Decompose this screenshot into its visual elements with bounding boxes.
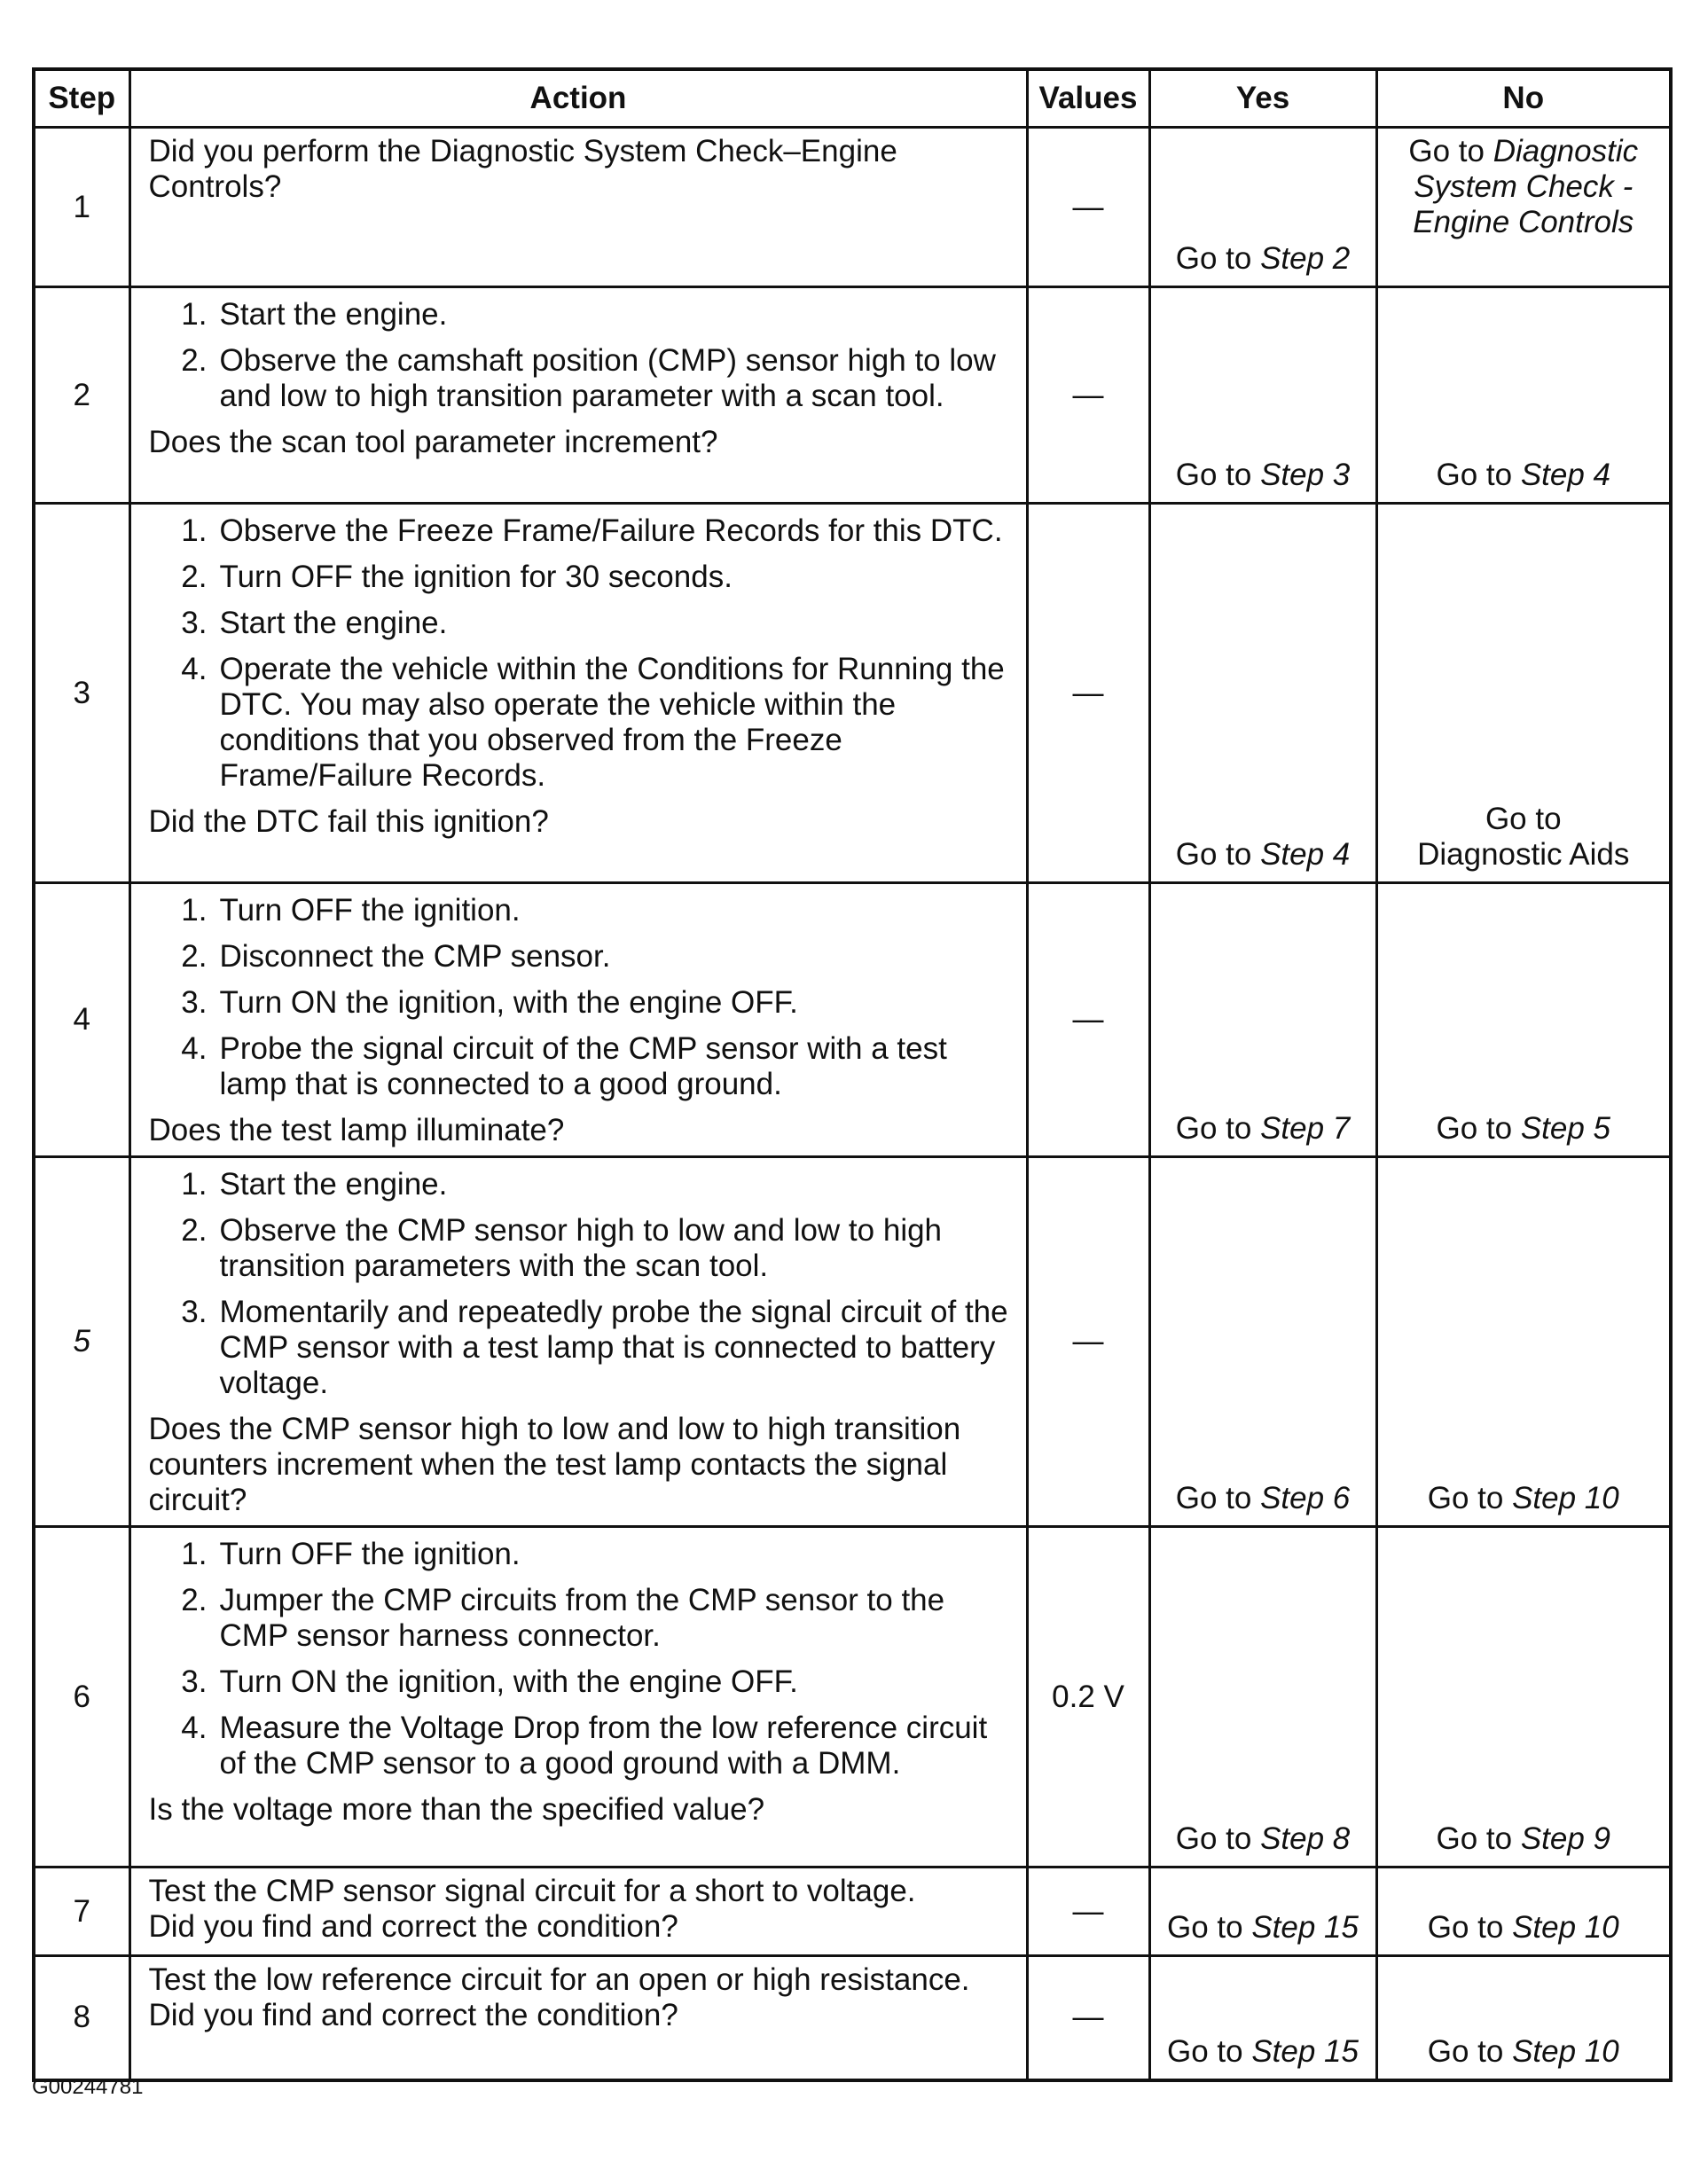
action-cell <box>129 128 1027 287</box>
no-prefix: Go to <box>1436 1111 1521 1146</box>
yes-prefix: Go to <box>1175 1481 1261 1515</box>
yes-link[interactable]: Step 8 <box>1260 1821 1351 1856</box>
step-number: 8 <box>34 1956 129 2080</box>
action-question: Did you find and correct the condition? <box>148 1909 678 1944</box>
yes-cell <box>1149 1527 1376 1868</box>
action-step: 2. Observe the camshaft position (CMP) sensor high to low and low to high transition parameter with a scan tool. <box>181 343 996 413</box>
no-link[interactable]: Diagnostic System Check - Engine Controls <box>1413 134 1639 239</box>
action-question: Did you find and correct the condition? <box>148 1998 678 2032</box>
yes-link[interactable]: Step 2 <box>1260 241 1351 276</box>
header-step: Step <box>34 69 129 128</box>
action-text: Test the low reference circuit for an open or high resistance. <box>148 1962 970 1997</box>
table-row <box>34 1956 1671 2080</box>
table-row <box>34 128 1671 287</box>
no-link[interactable]: Step 4 <box>1520 458 1611 492</box>
no-cell <box>1376 287 1671 504</box>
action-cell <box>129 1868 1027 1956</box>
yes-prefix: Go to <box>1175 1111 1261 1146</box>
action-step: 2. Turn OFF the ignition for 30 seconds. <box>181 560 733 594</box>
action-text: Did you perform the Diagnostic System Check–Engine Controls? <box>148 134 897 204</box>
action-step: 3. Momentarily and repeatedly probe the signal circuit of the CMP sensor with a test lamp that is connected to battery voltage. <box>181 1295 1008 1400</box>
action-cell <box>129 883 1027 1157</box>
values-cell: — <box>1027 1868 1149 1956</box>
yes-prefix: Go to <box>1167 1910 1252 1945</box>
action-steps <box>149 1167 1014 1401</box>
no-prefix: Go to <box>1408 134 1493 168</box>
yes-cell <box>1149 287 1376 504</box>
yes-link[interactable]: Step 7 <box>1260 1111 1351 1146</box>
values-cell: — <box>1027 504 1149 883</box>
yes-link[interactable]: Step 3 <box>1260 458 1351 492</box>
action-step: 2. Disconnect the CMP sensor. <box>181 939 611 974</box>
step-number: 4 <box>34 883 129 1157</box>
step-number: 5 <box>34 1157 129 1527</box>
no-cell <box>1376 128 1671 287</box>
yes-link[interactable]: Step 6 <box>1260 1481 1351 1515</box>
action-cell <box>129 1157 1027 1527</box>
no-link[interactable]: Step 10 <box>1512 1910 1619 1945</box>
action-step: 2. Jumper the CMP circuits from the CMP sensor to the CMP sensor harness connector. <box>181 1583 945 1653</box>
yes-link[interactable]: Step 4 <box>1260 837 1351 872</box>
header-yes: Yes <box>1149 69 1376 128</box>
action-cell <box>129 1956 1027 2080</box>
header-row <box>34 69 1671 128</box>
action-step: 2. Observe the CMP sensor high to low and low to high transition parameters with the scan tool. <box>181 1213 943 1283</box>
yes-cell <box>1149 1157 1376 1527</box>
action-question: Does the scan tool parameter increment? <box>148 425 718 459</box>
action-step: 1. Turn OFF the ignition. <box>181 1537 521 1571</box>
action-steps <box>149 1537 1014 1781</box>
action-step: 1. Start the engine. <box>181 1167 448 1202</box>
values-cell: — <box>1027 1956 1149 2080</box>
no-cell <box>1376 1868 1671 1956</box>
action-question: Does the CMP sensor high to low and low to high transition counters increment when the test lamp contacts the signal circuit? <box>148 1412 961 1517</box>
no-prefix: Go to <box>1427 1481 1513 1515</box>
no-cell <box>1376 1956 1671 2080</box>
action-cell <box>129 504 1027 883</box>
action-step: 3. Turn ON the ignition, with the engine OFF. <box>181 1664 798 1699</box>
action-step: 1. Observe the Freeze Frame/Failure Records for this DTC. <box>181 513 1003 548</box>
step-number: 1 <box>34 128 129 287</box>
yes-link[interactable]: Step 15 <box>1251 2033 1359 2069</box>
action-step: 3. Turn ON the ignition, with the engine OFF. <box>181 985 798 1020</box>
yes-prefix: Go to <box>1175 837 1261 872</box>
no-link[interactable]: Step 10 <box>1512 2033 1619 2069</box>
no-cell <box>1376 1527 1671 1868</box>
no-cell <box>1376 883 1671 1157</box>
action-step: 4. Probe the signal circuit of the CMP sensor with a test lamp that is connected to a good ground. <box>181 1031 947 1101</box>
action-step: 3. Start the engine. <box>181 606 448 640</box>
yes-cell <box>1149 1868 1376 1956</box>
values-cell: — <box>1027 883 1149 1157</box>
action-steps <box>149 893 1014 1102</box>
table-row <box>34 1527 1671 1868</box>
step-number: 2 <box>34 287 129 504</box>
no-prefix: Go to <box>1436 458 1521 492</box>
table-row <box>34 287 1671 504</box>
no-prefix: Go to <box>1427 1910 1513 1945</box>
action-step: 4. Measure the Voltage Drop from the low reference circuit of the CMP sensor to a good ground with a DMM. <box>181 1711 988 1781</box>
no-cell <box>1376 1157 1671 1527</box>
action-steps <box>149 297 1014 414</box>
no-link[interactable]: Step 9 <box>1520 1821 1611 1856</box>
step-number: 7 <box>34 1868 129 1956</box>
table-row <box>34 1157 1671 1527</box>
no-prefix: Go to <box>1436 1821 1521 1856</box>
no-prefix: Go to <box>1427 2033 1513 2069</box>
yes-cell <box>1149 504 1376 883</box>
step-number: 6 <box>34 1527 129 1868</box>
action-steps <box>149 513 1014 794</box>
action-question: Is the voltage more than the specified value? <box>148 1792 765 1827</box>
yes-prefix: Go to <box>1167 2033 1252 2069</box>
yes-cell <box>1149 883 1376 1157</box>
action-text: Test the CMP sensor signal circuit for a short to voltage. <box>148 1874 916 1908</box>
yes-cell <box>1149 128 1376 287</box>
action-step: 1. Turn OFF the ignition. <box>181 893 521 928</box>
values-cell: — <box>1027 287 1149 504</box>
no-cell <box>1376 504 1671 883</box>
table-row <box>34 1868 1671 1956</box>
diagnostic-table <box>32 67 1673 2082</box>
header-no: No <box>1376 69 1671 128</box>
values-cell: 0.2 V <box>1027 1527 1149 1868</box>
step-number: 3 <box>34 504 129 883</box>
action-cell <box>129 287 1027 504</box>
values-cell: — <box>1027 128 1149 287</box>
header-values: Values <box>1027 69 1149 128</box>
action-cell <box>129 1527 1027 1868</box>
table-row <box>34 883 1671 1157</box>
action-step: 4. Operate the vehicle within the Conditions for Running the DTC. You may also operate the vehicle within the conditions that you observed from the Freeze Frame/Failure Records. <box>181 652 1005 793</box>
yes-link[interactable]: Step 15 <box>1251 1910 1359 1945</box>
table-row <box>34 504 1671 883</box>
values-cell: — <box>1027 1157 1149 1527</box>
yes-prefix: Go to <box>1175 1821 1261 1856</box>
no-link[interactable]: Diagnostic Aids <box>1417 837 1630 872</box>
no-link[interactable]: Step 5 <box>1520 1111 1611 1146</box>
no-link[interactable]: Step 10 <box>1512 1481 1619 1515</box>
action-step: 1. Start the engine. <box>181 297 448 332</box>
no-prefix: Go to <box>1485 802 1562 836</box>
yes-cell <box>1149 1956 1376 2080</box>
yes-prefix: Go to <box>1175 241 1261 276</box>
yes-prefix: Go to <box>1175 458 1261 492</box>
action-question: Did the DTC fail this ignition? <box>148 804 549 839</box>
action-question: Does the test lamp illuminate? <box>148 1113 565 1147</box>
figure-id: G00244781 <box>32 2075 144 2099</box>
header-action: Action <box>129 69 1027 128</box>
